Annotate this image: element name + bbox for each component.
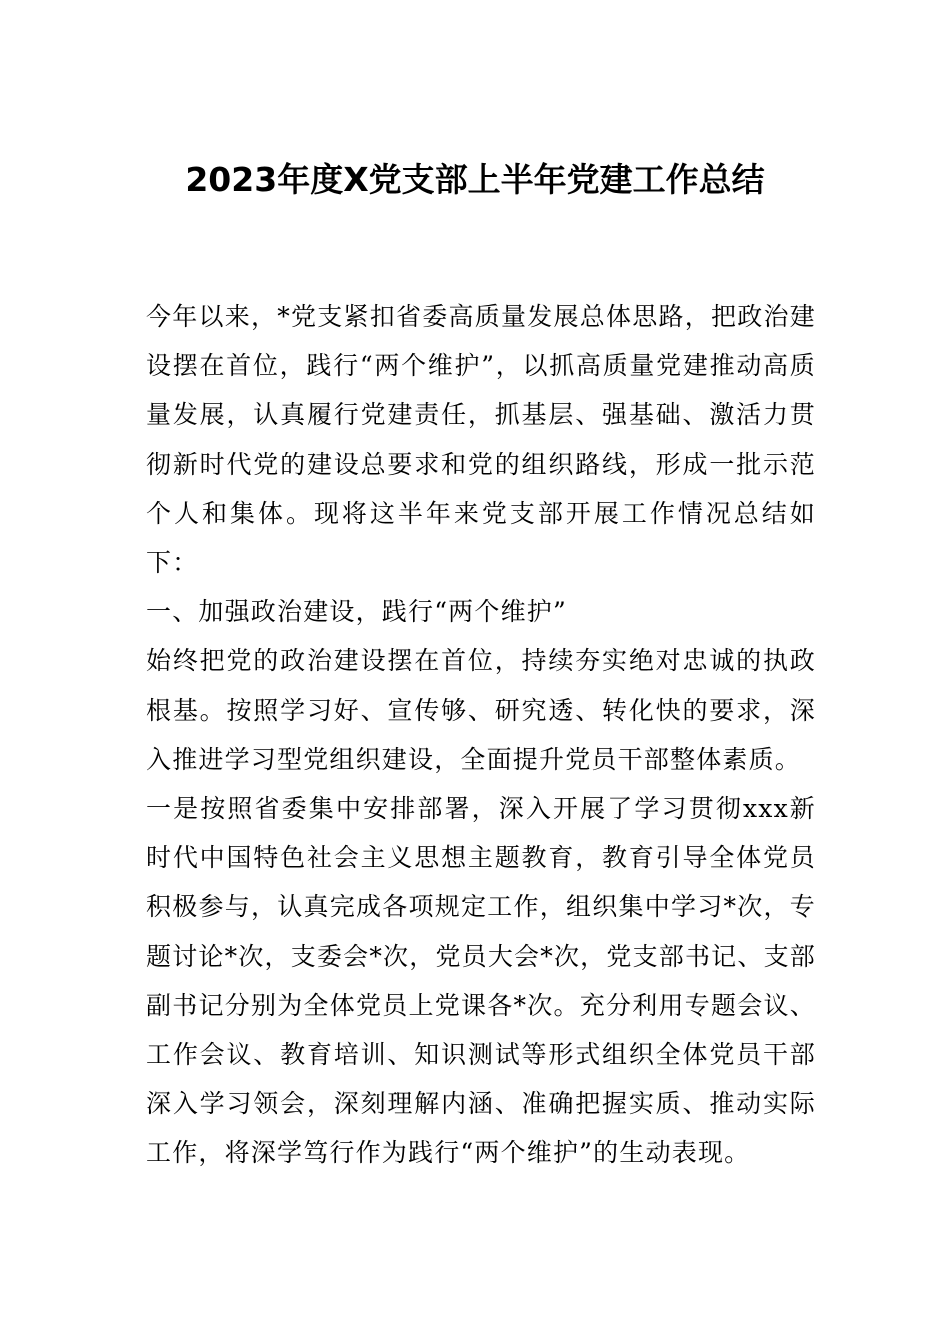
document-body <box>146 292 816 1178</box>
section-1-paragraph-1: 始终把党的政治建设摆在首位，持续夯实绝对忠诚的执政根基。按照学习好、宣传够、研究透、转化快的要求，深入推进学习型党组织建设，全面提升党员干部整体素质。 <box>146 646 816 774</box>
document-title: 2023年度X党支部上半年党建工作总结 <box>185 160 765 199</box>
section-1-paragraph-2: 一是按照省委集中安排部署，深入开展了学习贯彻xxx新时代中国特色社会主义思想主题教育，教育引导全体党员积极参与，认真完成各项规定工作，组织集中学习*次，专题讨论*次，支委会*次，党员大会*次，党支部书记、支部副书记分别为全体党员上党课各*次。充分利用专题会议、工作会议、教育培训、知识测试等形式组织全体党员干部深入学习领会，深刻理解内涵、准确把握实质、推动实际工作，将深学笃行作为践行“两个维护”的生动表现。 <box>146 794 816 1168</box>
intro-paragraph: 今年以来，*党支紧扣省委高质量发展总体思路，把政治建设摆在首位，践行“两个维护”，以抓高质量党建推动高质量发展，认真履行党建责任，抓基层、强基础、激活力贯彻新时代党的建设总要求和党的组织路线，形成一批示范个人和集体。现将这半年来党支部开展工作情况总结如下： <box>146 302 816 578</box>
section-heading-1: 一、加强政治建设，践行“两个维护” <box>146 597 567 627</box>
